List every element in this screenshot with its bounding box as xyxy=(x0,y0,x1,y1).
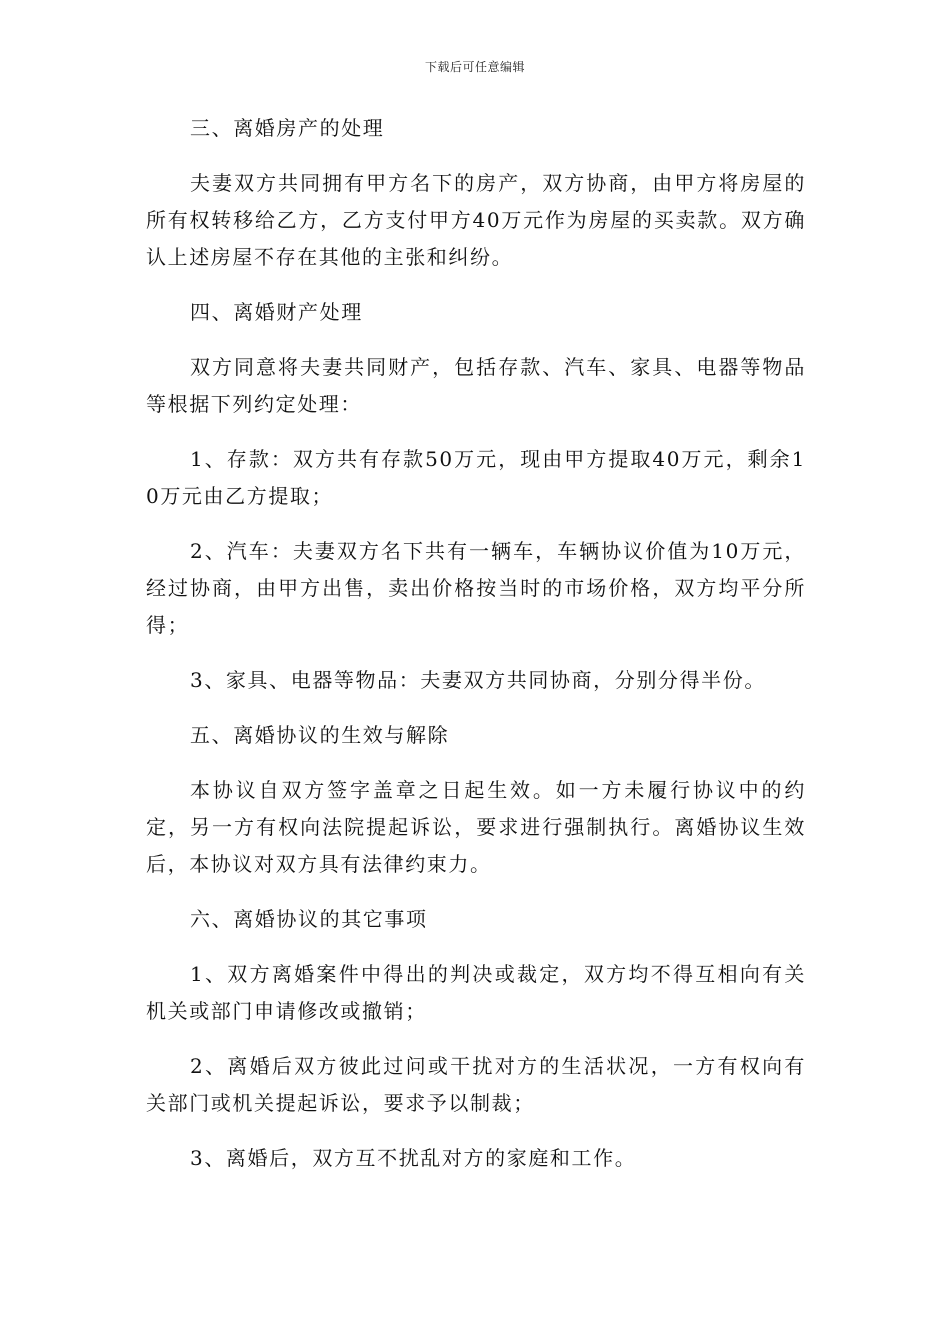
section-heading-effect: 五、离婚协议的生效与解除 xyxy=(190,723,450,747)
paragraph-property-intro: 双方同意将夫妻共同财产，包括存款、汽车、家具、电器等物品等根据下列约定处理： xyxy=(146,355,806,416)
page-header: 下载后可任意编辑 xyxy=(424,60,525,74)
paragraph-other-1: 1、双方离婚案件中得出的判决或裁定，双方均不得互相向有关机关或部门申请修改或撤销； xyxy=(146,962,806,1023)
paragraph-effect: 本协议自双方签字盖章之日起生效。如一方未履行协议中的约定，另一方有权向法院提起诉讼，要求进行强制执行。离婚协议生效后，本协议对双方具有法律约束力。 xyxy=(146,778,806,876)
document-body xyxy=(146,110,806,1177)
section-heading-housing: 三、离婚房产的处理 xyxy=(190,116,385,140)
paragraph-housing: 夫妻双方共同拥有甲方名下的房产，双方协商，由甲方将房屋的所有权转移给乙方，乙方支付甲方40万元作为房屋的买卖款。双方确认上述房屋不存在其他的主张和纠纷。 xyxy=(146,171,806,269)
paragraph-other-2: 2、离婚后双方彼此过问或干扰对方的生活状况，一方有权向有关部门或机关提起诉讼，要求予以制裁； xyxy=(146,1054,806,1115)
section-heading-other: 六、离婚协议的其它事项 xyxy=(190,907,428,931)
paragraph-car: 2、汽车：夫妻双方名下共有一辆车，车辆协议价值为10万元，经过协商，由甲方出售，卖出价格按当时的市场价格，双方均平分所得； xyxy=(146,539,806,637)
paragraph-other-3: 3、离婚后，双方互不扰乱对方的家庭和工作。 xyxy=(190,1146,637,1170)
paragraph-deposits: 1、存款：双方共有存款50万元，现由甲方提取40万元，剩余10万元由乙方提取； xyxy=(146,447,806,508)
paragraph-furniture: 3、家具、电器等物品：夫妻双方共同协商，分别分得半份。 xyxy=(190,668,766,692)
section-heading-property: 四、离婚财产处理 xyxy=(190,300,363,324)
